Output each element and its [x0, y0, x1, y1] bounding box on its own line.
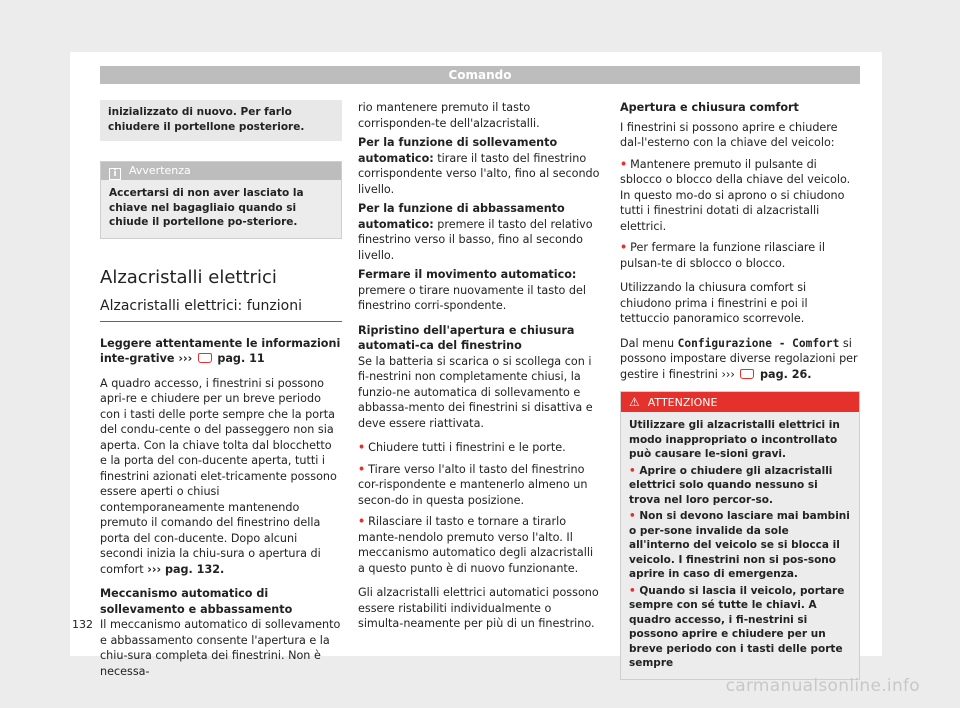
header-title: Comando	[448, 68, 512, 82]
auto-up-label: Per la funzione di sollevamento automatico:	[358, 136, 558, 165]
section-heading: Alzacristalli elettrici	[100, 266, 277, 288]
final-text: Gli alzacristalli elettrici automatici possono essere ristabiliti individualmente o simulta-neamente per più di un finestrino.	[358, 586, 599, 630]
stop-text: premere o tirare nuovamente il tasto del finestrino corri-spondente.	[358, 283, 586, 312]
menu-name: Configurazione - Comfort	[677, 336, 840, 350]
stop-paragraph	[358, 267, 600, 314]
auto-up-text: tirare il tasto del finestrino corrispondente verso l'alto, fino al secondo livello.	[358, 151, 600, 196]
bullet-icon: •	[629, 584, 640, 597]
bullet-icon: •	[629, 464, 640, 477]
warning-title: ATTENZIONE	[647, 396, 718, 409]
column-1	[100, 100, 342, 688]
warning-item: • Non si devono lasciare mai bambini o per-sone invalide da sole all'interno del veicolo se si blocca il veicolo. I finestrini non si pos-sono aprire in caso di emergenza.	[629, 510, 850, 580]
bullet-icon: •	[358, 462, 366, 476]
menu-suffix: si possono impostare diverse regolazioni per gestire i finestrini ›››	[620, 336, 858, 381]
auto-down-paragraph	[358, 201, 600, 263]
menu-prefix: Dal menu	[620, 336, 675, 350]
book-icon	[198, 353, 212, 363]
warning-box	[620, 391, 860, 680]
subsection-text: Il meccanismo automatico di sollevamento e abbassamento consente l'apertura e la chiu-sura completa dei finestrini. Non è necessa-	[100, 618, 341, 678]
watermark: carmanualsonline.info	[725, 676, 920, 696]
bullet-icon: •	[620, 241, 628, 254]
note-text: Accertarsi di non aver lasciato la chiave nel bagagliaio quando si chiude il portellone po-steriore.	[101, 180, 341, 238]
list-item: • Per fermare la funzione rilasciare il pulsan-te di sblocco o blocco.	[620, 241, 825, 270]
book-icon	[740, 369, 754, 379]
list-item: • Tirare verso l'alto il tasto del finestrino cor-rispondente e mantenerlo almeno un secon-do in questa posizione.	[358, 462, 588, 507]
page-header	[100, 66, 860, 84]
page-number: 132	[72, 618, 93, 631]
note-header	[101, 162, 341, 180]
auto-down-label: Per la funzione di abbassamento automatico:	[358, 202, 565, 231]
warning-item: • Aprire o chiudere gli alzacristalli elettrici solo quando nessuno si trova nel loro percor-so.	[629, 464, 833, 506]
lead-paragraph	[100, 336, 342, 367]
list-item: • Mantenere premuto il pulsante di sblocco o blocco della chiave del veicolo. In questo mo-do si aprono o si chiudono tutti i finestrini dotati di alzacristalli elettrici.	[620, 157, 851, 233]
warning-header	[621, 392, 859, 412]
bullet-icon: •	[358, 515, 366, 528]
reset-title: Ripristino dell'apertura e chiusura automati-ca del finestrino	[358, 323, 575, 352]
note-title: Avvertenza	[129, 164, 191, 177]
warning-item: • Quando si lascia il veicolo, portare sempre con sé tutte le chiavi. A quadro accesso, i fi-nestrini si possono aprire e chiudere per un breve periodo con i tasti delle porte sempre	[629, 584, 845, 669]
note-box	[100, 161, 342, 239]
list-item: • Rilasciare il tasto e tornare a tirarlo mante-nendolo premuto verso l'alto. Il meccanismo automatico degli alzacristalli a questo punto è di nuovo funzionante.	[358, 515, 594, 575]
menu-paragraph	[620, 336, 860, 383]
body-text: A quadro accesso, i finestrini si possono apri-re e chiudere per un breve periodo con i tasti delle porte sempre che la porta del condu-cente o del passeggero non sia aperta. Con la chiave tolta dal blocchetto e la porta del con-ducente aperta, tutti i finestrini azionati elet-tricamente possono essere aperti o chiusi contemporaneamente mantenendo premuto il comando del finestrino della porta del con-ducente. Dopo alcuni secondi inizia la chiu-sura o apertura di comfort	[100, 376, 337, 576]
warning-body	[621, 412, 859, 679]
bullet-icon: •	[358, 441, 366, 454]
continued-info-box: inizializzato di nuovo. Per farlo chiudere il portellone posteriore.	[100, 100, 342, 141]
reset-text: Se la batteria si scarica o si scollega con i fi-nestrini non completamente chiusi, la funzio-ne automatica di sollevamento e abbassa-mento dei finestrini si disattiva e deve essere riattivata.	[358, 354, 593, 430]
column-2	[358, 100, 600, 641]
warning-intro: Utilizzare gli alzacristalli elettrici in modo inappropriato o incontrollato può causare le-sioni gravi.	[629, 419, 840, 460]
warning-triangle-icon: ⚠	[629, 395, 640, 409]
bullet-icon: •	[620, 157, 628, 171]
menu-page-ref[interactable]: pag. 26.	[760, 367, 812, 381]
info-icon: i	[109, 168, 121, 180]
column-3	[620, 100, 860, 680]
section-subheading: Alzacristalli elettrici: funzioni	[100, 297, 342, 322]
bullet-icon: •	[629, 510, 640, 522]
comfort-text: I finestrini si possono aprire e chiudere dal-l'esterno con la chiave del veicolo:	[620, 120, 838, 149]
comfort-title: Apertura e chiusura comfort	[620, 101, 799, 114]
continued-text: rio mantenere premuto il tasto corrisponden-te dell'alzacristalli.	[358, 101, 540, 130]
comfort-page-ref[interactable]: ››› pag. 132.	[147, 562, 225, 576]
subsection-title: Meccanismo automatico di sollevamento e abbassamento	[100, 587, 293, 616]
lead-page-ref[interactable]: pag. 11	[217, 352, 265, 365]
stop-label: Fermare il movimento automatico:	[358, 268, 577, 281]
auto-up-paragraph	[358, 135, 600, 197]
lead-text: Leggere attentamente le informazioni inte-grative ›››	[100, 336, 341, 365]
closing-text: Utilizzando la chiusura comfort si chiudono prima i finestrini e poi il tettuccio panoramico scorrevole.	[620, 281, 808, 325]
list-item: • Chiudere tutti i finestrini e le porte.	[358, 441, 566, 454]
body-paragraph	[100, 376, 342, 578]
auto-down-text: premere il tasto del relativo finestrino verso il basso, fino al secondo livello.	[358, 217, 593, 262]
